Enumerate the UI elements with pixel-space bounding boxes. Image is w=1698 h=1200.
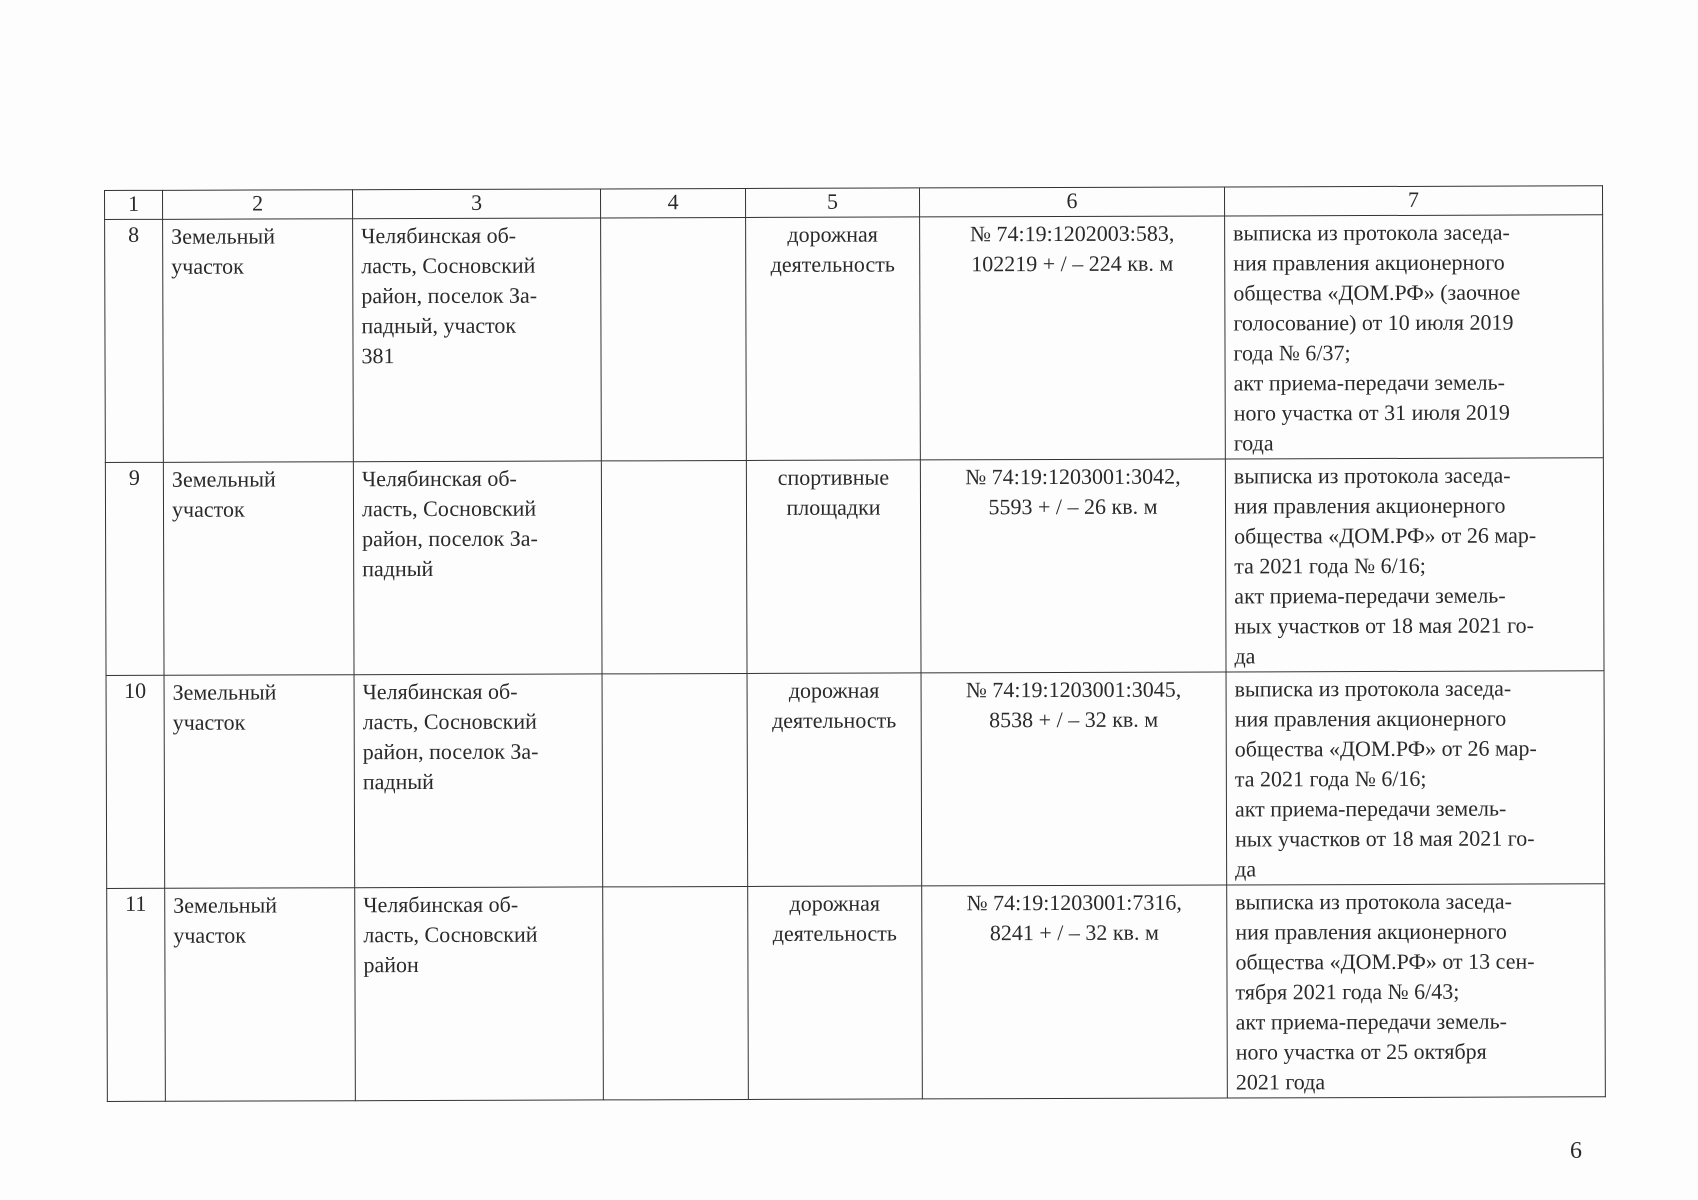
object-type-cell-line: участок [171,496,245,522]
address-cell-line: Челябинская об- [361,222,517,249]
basis-document-cell-line: ния правления акционерного [1233,249,1505,276]
table-row [106,671,1605,889]
purpose-cell [748,886,923,1100]
purpose-cell [746,217,921,461]
object-type-cell-line: участок [173,922,246,948]
column-number: 2 [163,190,353,220]
address-cell-line: 381 [361,343,395,369]
basis-document-cell-line: общества «ДОМ.РФ» от 26 мар- [1234,522,1537,549]
land-plots-table [104,185,1606,1102]
table-row [105,215,1604,463]
cadastral-cell [920,216,1226,460]
purpose-cell-line: деятельность [772,920,897,946]
column-number: 4 [600,188,745,217]
object-type-cell-line: участок [171,253,244,279]
column-number: 7 [1224,186,1602,216]
address-cell-line: район [363,952,419,978]
object-type-cell-line: Земельный [172,679,277,705]
address-cell-line: падный, участок [361,312,517,339]
basis-document-cell-line: та 2021 года № 6/16; [1234,765,1427,792]
object-type-cell-line: Земельный [171,223,275,249]
basis-document-cell-line: общества «ДОМ.РФ» (заочное [1233,279,1521,306]
basis-document-cell-line: общества «ДОМ.РФ» от 13 сен- [1235,948,1535,975]
purpose-cell [746,460,921,674]
row-number-cell: 8 [105,219,164,462]
object-type-cell-line: участок [172,709,246,735]
object-type-cell-line: Земельный [171,466,276,492]
column-number: 6 [919,187,1224,217]
purpose-cell-line: деятельность [772,707,897,733]
basis-document-cell-line: да [1234,643,1256,669]
basis-document-cell-line: общества «ДОМ.РФ» от 26 мар- [1234,735,1537,762]
cadastral-cell-line: 5593 + / – 26 кв. м [988,493,1158,520]
cadastral-cell [921,672,1227,886]
basis-document-cell-line: ного участка от 31 июля 2019 [1233,399,1510,426]
basis-document-cell-line: акт приема-передачи земель- [1235,1008,1508,1035]
basis-document-cell-line: ных участков от 18 мая 2021 го- [1234,612,1534,639]
address-cell-line: Челябинская об- [361,465,517,492]
row-number-cell: 9 [105,462,164,675]
address-cell-line: падный [362,768,434,795]
cadastral-cell [922,885,1228,1099]
row-number-cell: 10 [106,675,165,888]
empty-cell [601,217,747,460]
basis-document-cell-line: ных участков от 18 мая 2021 го- [1235,825,1535,852]
basis-document-cell-line: та 2021 года № 6/16; [1234,552,1426,579]
basis-document-cell [1225,215,1604,459]
object-type-cell [163,219,354,463]
address-cell-line: ласть, Сосновский [362,708,537,735]
basis-document-cell-line: да [1235,856,1257,882]
object-type-cell [165,888,356,1102]
address-cell-line: район, поселок За- [362,738,539,765]
basis-document-cell-line: выписка из протокола заседа- [1233,462,1511,489]
basis-document-cell-line: года [1233,430,1274,456]
cadastral-cell-line: № 74:19:1203001:7316, [966,889,1182,916]
purpose-cell-line: дорожная [789,890,881,916]
basis-document-cell-line: 2021 года [1235,1069,1326,1095]
table-row [105,458,1604,676]
purpose-cell-line: дорожная [787,221,878,247]
purpose-cell-line: деятельность [770,251,895,277]
address-cell-line: ласть, Сосновский [361,495,537,522]
column-number-row [105,186,1603,220]
address-cell-line: падный [362,555,434,582]
empty-cell [603,886,749,1099]
purpose-cell [747,673,922,887]
object-type-cell [163,462,354,676]
column-number: 1 [105,190,163,219]
address-cell [353,218,602,462]
basis-document-cell-line: ния правления акционерного [1235,918,1507,945]
basis-document-cell-line: ния правления акционерного [1233,492,1506,519]
cadastral-cell-line: 102219 + / – 224 кв. м [971,250,1174,277]
object-type-cell [164,675,355,889]
address-cell-line: район, поселок За- [362,525,538,552]
address-cell-line: район, поселок За- [361,282,538,309]
cadastral-cell-line: № 74:19:1202003:583, [969,220,1175,247]
table-row [107,884,1606,1102]
cadastral-cell-line: 8538 + / – 32 кв. м [989,706,1159,733]
purpose-cell-line: спортивные [777,464,890,490]
basis-document-cell [1225,458,1604,672]
address-cell [355,887,604,1101]
object-type-cell-line: Земельный [173,892,278,918]
basis-document-cell-line: голосование) от 10 июля 2019 [1233,309,1514,336]
address-cell-line: ласть, Сосновский [363,921,538,948]
cadastral-cell [920,459,1226,673]
empty-cell [601,460,747,673]
basis-document-cell-line: выписка из протокола заседа- [1234,675,1512,702]
basis-document-cell-line: ного участка от 25 октября [1235,1038,1487,1065]
column-number: 3 [353,189,601,219]
address-cell-line: ласть, Сосновский [361,252,536,279]
basis-document-cell-line: тября 2021 года № 6/43; [1235,978,1460,1005]
basis-document-cell-line: акт приема-передачи земель- [1233,369,1506,396]
empty-cell [602,673,748,886]
basis-document-cell-line: ния правления акционерного [1234,705,1507,732]
page-number: 6 [1570,1138,1582,1164]
basis-document-cell [1227,884,1606,1098]
basis-document-cell-line: года № 6/37; [1233,340,1351,366]
cadastral-cell-line: № 74:19:1203001:3045, [965,676,1182,703]
basis-document-cell-line: выписка из протокола заседа- [1235,888,1512,915]
address-cell-line: Челябинская об- [363,891,519,918]
basis-document-cell-line: выписка из протокола заседа- [1233,219,1510,246]
basis-document-cell-line: акт приема-передачи земель- [1234,795,1507,822]
address-cell-line: Челябинская об- [362,678,518,705]
basis-document-cell [1226,671,1605,885]
basis-document-cell-line: акт приема-передачи земель- [1234,582,1506,609]
cadastral-cell-line: 8241 + / – 32 кв. м [989,919,1159,946]
address-cell [353,461,602,675]
purpose-cell-line: дорожная [788,677,880,703]
row-number-cell: 11 [107,888,166,1101]
cadastral-cell-line: № 74:19:1203001:3042, [965,463,1181,490]
column-number: 5 [745,188,919,218]
purpose-cell-line: площадки [786,494,881,520]
address-cell [354,674,603,888]
